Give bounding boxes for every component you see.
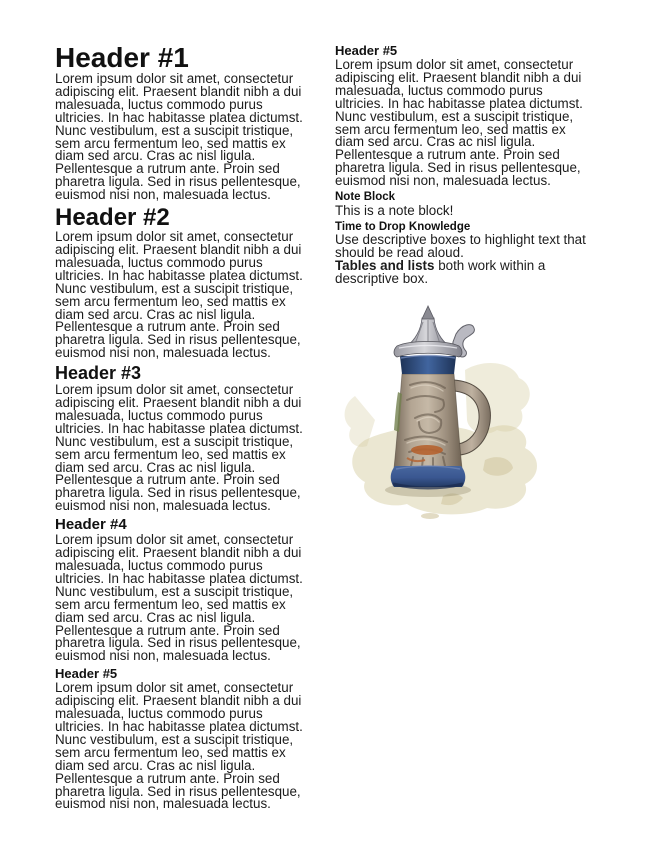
knowledge-block-line1: Use descriptive boxes to highlight text that should be read aloud. xyxy=(335,232,586,261)
heading-2: Header #2 xyxy=(55,204,170,232)
heading-5-right: Header #5 xyxy=(335,43,398,58)
note-block-title: Note Block xyxy=(335,191,396,204)
stein-top-band xyxy=(400,356,456,374)
heading-5: Header #5 xyxy=(55,666,118,682)
stein-base xyxy=(391,466,466,487)
left-column xyxy=(55,44,309,811)
lid-finial xyxy=(422,306,434,319)
paragraph-2: Lorem ipsum dolor sit amet, consectetur adipiscing elit. Praesent blandit nibh a dui malesuada, luctus commodo purus ultricies. In hac habitasse platea dictumst. Nunc vestibulum, est a suscipit tristique, sem arcu fermentum leo, sed mattis ex diam sed arcu. Cras ac nisl ligula. Pellentesque a rutrum ante. Proin sed pharetra ligula. Sed in risus pellentesque, euismod nisi non, malesuada lectus. xyxy=(55,229,303,361)
heading-1: Header #1 xyxy=(55,42,189,73)
paragraph-3: Lorem ipsum dolor sit amet, consectetur adipiscing elit. Praesent blandit nibh a dui malesuada, luctus commodo purus ultricies. In hac habitasse platea dictumst. Nunc vestibulum, est a suscipit tristique, sem arcu fermentum leo, sed mattis ex diam sed arcu. Cras ac nisl ligula. Pellentesque a rutrum ante. Proin sed pharetra ligula. Sed in risus pellentesque, euismod nisi non, malesuada lectus. xyxy=(55,382,303,514)
paragraph-5: Lorem ipsum dolor sit amet, consectetur adipiscing elit. Praesent blandit nibh a dui malesuada, luctus commodo purus ultricies. In hac habitasse platea dictumst. Nunc vestibulum, est a suscipit tristique, sem arcu fermentum leo, sed mattis ex diam sed arcu. Cras ac nisl ligula. Pellentesque a rutrum ante. Proin sed pharetra ligula. Sed in risus pellentesque, euismod nisi non, malesuada lectus. xyxy=(55,680,303,812)
stein-lid xyxy=(394,306,462,357)
paragraph-1: Lorem ipsum dolor sit amet, consectetur adipiscing elit. Praesent blandit nibh a dui malesuada, luctus commodo purus ultricies. In hac habitasse platea dictumst. Nunc vestibulum, est a suscipit tristique, sem arcu fermentum leo, sed mattis ex diam sed arcu. Cras ac nisl ligula. Pellentesque a rutrum ante. Proin sed pharetra ligula. Sed in risus pellentesque, euismod nisi non, malesuada lectus. xyxy=(55,71,303,203)
note-block-body: This is a note block! xyxy=(335,202,454,218)
tables-and-lists-bold: Tables and lists xyxy=(335,258,435,274)
tables-and-lists-rest: both work within a descriptive box. xyxy=(335,258,546,286)
knowledge-block-title: Time to Drop Knowledge xyxy=(335,220,471,233)
heading-4: Header #4 xyxy=(55,516,127,534)
beer-stein-illustration xyxy=(335,300,589,525)
paragraph-4: Lorem ipsum dolor sit amet, consectetur adipiscing elit. Praesent blandit nibh a dui malesuada, luctus commodo purus ultricies. In hac habitasse platea dictumst. Nunc vestibulum, est a suscipit tristique, sem arcu fermentum leo, sed mattis ex diam sed arcu. Cras ac nisl ligula. Pellentesque a rutrum ante. Proin sed pharetra ligula. Sed in risus pellentesque, euismod nisi non, malesuada lectus. xyxy=(55,532,303,664)
beer-stein-svg xyxy=(335,300,597,525)
knowledge-block-line2 xyxy=(335,260,589,286)
paragraph-right: Lorem ipsum dolor sit amet, consectetur adipiscing elit. Praesent blandit nibh a dui malesuada, luctus commodo purus ultricies. In hac habitasse platea dictumst. Nunc vestibulum, est a suscipit tristique, sem arcu fermentum leo, sed mattis ex diam sed arcu. Cras ac nisl ligula. Pellentesque a rutrum ante. Proin sed pharetra ligula. Sed in risus pellentesque, euismod nisi non, malesuada lectus. xyxy=(335,57,583,189)
right-column xyxy=(335,44,589,811)
heading-3: Header #3 xyxy=(55,363,142,384)
